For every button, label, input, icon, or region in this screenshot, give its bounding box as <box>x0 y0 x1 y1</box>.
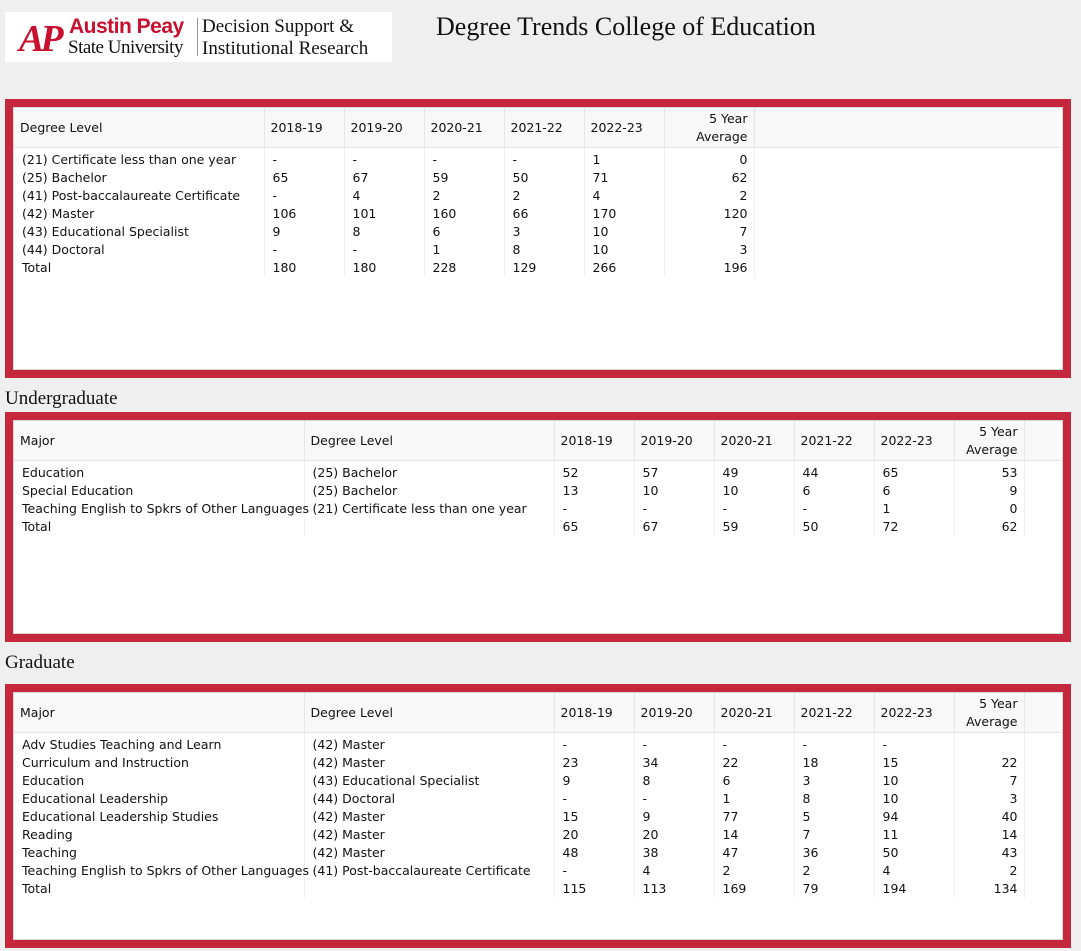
table-row <box>14 482 1060 500</box>
value-cell: 8 <box>634 772 714 790</box>
value-cell: 1 <box>424 241 504 259</box>
average-cell: 2 <box>664 187 754 205</box>
average-cell: 196 <box>664 259 754 277</box>
value-cell: - <box>554 862 634 880</box>
value-cell: 10 <box>584 223 664 241</box>
row-filler <box>1024 844 1060 862</box>
row-filler <box>754 187 1060 205</box>
label-cell: (41) Post-baccalaureate Certificate <box>14 187 264 205</box>
value-cell: 65 <box>874 461 954 483</box>
average-cell: 53 <box>954 461 1024 483</box>
value-cell: 7 <box>794 826 874 844</box>
value-cell: 79 <box>794 880 874 898</box>
label-cell: (41) Post-baccalaureate Certificate <box>304 862 554 880</box>
graduate-heading: Graduate <box>5 652 75 673</box>
col-header-2022-23[interactable]: 2022-23 <box>874 421 954 461</box>
value-cell: 14 <box>714 826 794 844</box>
row-filler <box>1024 754 1060 772</box>
value-cell: - <box>264 187 344 205</box>
col-header-2018-19[interactable]: 2018-19 <box>554 421 634 461</box>
label-cell: (42) Master <box>304 826 554 844</box>
col-header-5yr-average[interactable]: 5 Year Average <box>664 108 754 148</box>
value-cell: - <box>504 148 584 170</box>
value-cell: 10 <box>634 482 714 500</box>
value-cell: 10 <box>874 772 954 790</box>
value-cell: 4 <box>634 862 714 880</box>
table-row <box>14 733 1060 755</box>
col-header-5yr-average[interactable]: 5 Year Average <box>954 693 1024 733</box>
graduate-header-row <box>14 693 1060 733</box>
value-cell: 170 <box>584 205 664 223</box>
value-cell: 6 <box>714 772 794 790</box>
col-header-5yr-average[interactable]: 5 Year Average <box>954 421 1024 461</box>
value-cell: - <box>634 733 714 755</box>
col-header-2022-23[interactable]: 2022-23 <box>874 693 954 733</box>
average-cell: 9 <box>954 482 1024 500</box>
average-cell: 40 <box>954 808 1024 826</box>
label-cell: (25) Bachelor <box>304 482 554 500</box>
label-cell: (44) Doctoral <box>304 790 554 808</box>
col-header-degree-level[interactable]: Degree Level <box>14 108 264 148</box>
value-cell: 4 <box>874 862 954 880</box>
value-cell: 77 <box>714 808 794 826</box>
row-filler <box>1024 772 1060 790</box>
col-header-2019-20[interactable]: 2019-20 <box>634 693 714 733</box>
header-filler <box>1024 421 1060 461</box>
value-cell: 4 <box>344 187 424 205</box>
average-cell: 0 <box>664 148 754 170</box>
table-row <box>14 808 1060 826</box>
col-header-degree-level[interactable]: Degree Level <box>304 421 554 461</box>
row-filler <box>1024 862 1060 880</box>
value-cell: 10 <box>584 241 664 259</box>
table-row <box>14 148 1060 170</box>
value-cell: 34 <box>634 754 714 772</box>
value-cell: 22 <box>714 754 794 772</box>
average-cell: 43 <box>954 844 1024 862</box>
value-cell: 9 <box>634 808 714 826</box>
label-cell: (21) Certificate less than one year <box>304 500 554 518</box>
summary-table-body <box>14 148 1060 278</box>
value-cell: 11 <box>874 826 954 844</box>
table-row <box>14 241 1060 259</box>
average-cell: 7 <box>664 223 754 241</box>
table-row <box>14 187 1060 205</box>
value-cell: - <box>794 733 874 755</box>
graduate-panel <box>5 684 1071 948</box>
value-cell: 1 <box>584 148 664 170</box>
ap-logo-mark: AP <box>19 18 60 60</box>
value-cell: 57 <box>634 461 714 483</box>
undergraduate-heading: Undergraduate <box>5 388 118 409</box>
value-cell: 113 <box>634 880 714 898</box>
label-cell: (42) Master <box>304 808 554 826</box>
table-row <box>14 862 1060 880</box>
value-cell: 18 <box>794 754 874 772</box>
summary-table <box>14 108 1060 277</box>
average-cell: 14 <box>954 826 1024 844</box>
label-cell: (42) Master <box>14 205 264 223</box>
table-row <box>14 826 1060 844</box>
value-cell: 6 <box>874 482 954 500</box>
value-cell: 180 <box>344 259 424 277</box>
summary-header-row <box>14 108 1060 148</box>
value-cell: 5 <box>794 808 874 826</box>
graduate-table <box>14 693 1060 898</box>
average-cell <box>954 733 1024 755</box>
value-cell: 169 <box>714 880 794 898</box>
value-cell: - <box>554 790 634 808</box>
table-row <box>14 461 1060 483</box>
label-cell: (25) Bachelor <box>14 169 264 187</box>
value-cell: 50 <box>504 169 584 187</box>
label-cell: (44) Doctoral <box>14 241 264 259</box>
undergraduate-panel <box>5 412 1071 642</box>
label-cell: (42) Master <box>304 733 554 755</box>
total-row <box>14 880 1060 898</box>
value-cell: 2 <box>504 187 584 205</box>
col-header-2018-19[interactable]: 2018-19 <box>554 693 634 733</box>
apsu-logo <box>5 12 392 62</box>
average-cell: 3 <box>954 790 1024 808</box>
value-cell: 101 <box>344 205 424 223</box>
value-cell: 1 <box>874 500 954 518</box>
value-cell: - <box>264 148 344 170</box>
value-cell: 266 <box>584 259 664 277</box>
value-cell: 160 <box>424 205 504 223</box>
average-cell: 0 <box>954 500 1024 518</box>
logo-university-name: Austin Peay <box>69 15 184 38</box>
undergraduate-table <box>14 421 1060 536</box>
value-cell: 2 <box>714 862 794 880</box>
value-cell: 10 <box>874 790 954 808</box>
col-header-major[interactable]: Major <box>14 421 304 461</box>
table-row <box>14 790 1060 808</box>
undergraduate-panel-body <box>13 420 1063 634</box>
undergraduate-table-body <box>14 461 1060 537</box>
label-cell: Educational Leadership <box>14 790 304 808</box>
value-cell: - <box>714 733 794 755</box>
value-cell: 180 <box>264 259 344 277</box>
value-cell: 115 <box>554 880 634 898</box>
header-filler <box>754 108 1060 148</box>
table-row <box>14 169 1060 187</box>
value-cell: 9 <box>264 223 344 241</box>
value-cell: 59 <box>424 169 504 187</box>
label-cell: (43) Educational Specialist <box>304 772 554 790</box>
value-cell: 6 <box>424 223 504 241</box>
value-cell: 6 <box>794 482 874 500</box>
value-cell: 20 <box>554 826 634 844</box>
value-cell: 94 <box>874 808 954 826</box>
value-cell: 67 <box>344 169 424 187</box>
row-filler <box>1024 790 1060 808</box>
label-cell: Total <box>14 259 264 277</box>
label-cell: Total <box>14 518 304 536</box>
average-cell: 120 <box>664 205 754 223</box>
value-cell: 9 <box>554 772 634 790</box>
col-header-major[interactable]: Major <box>14 693 304 733</box>
logo-department-line1: Decision Support & <box>202 16 354 37</box>
table-row <box>14 772 1060 790</box>
summary-panel-body <box>13 107 1063 370</box>
table-row <box>14 500 1060 518</box>
label-cell: (42) Master <box>304 754 554 772</box>
col-header-2022-23[interactable]: 2022-23 <box>584 108 664 148</box>
row-filler <box>1024 826 1060 844</box>
value-cell: - <box>634 790 714 808</box>
average-cell: 7 <box>954 772 1024 790</box>
row-filler <box>754 259 1060 277</box>
row-filler <box>754 223 1060 241</box>
col-header-2021-22[interactable]: 2021-22 <box>794 693 874 733</box>
label-cell: Teaching <box>14 844 304 862</box>
label-cell: Adv Studies Teaching and Learn <box>14 733 304 755</box>
value-cell: 44 <box>794 461 874 483</box>
label-cell: (43) Educational Specialist <box>14 223 264 241</box>
table-row <box>14 754 1060 772</box>
col-header-2019-20[interactable]: 2019-20 <box>634 421 714 461</box>
logo-university-subname: State University <box>68 37 183 58</box>
row-filler <box>1024 733 1060 755</box>
row-filler <box>1024 482 1060 500</box>
value-cell: 15 <box>554 808 634 826</box>
label-cell: Educational Leadership Studies <box>14 808 304 826</box>
value-cell: 67 <box>634 518 714 536</box>
value-cell: 65 <box>554 518 634 536</box>
average-cell: 134 <box>954 880 1024 898</box>
value-cell: - <box>344 241 424 259</box>
label-cell: Total <box>14 880 304 898</box>
row-filler <box>1024 518 1060 536</box>
value-cell: 72 <box>874 518 954 536</box>
row-filler <box>754 205 1060 223</box>
average-cell: 62 <box>664 169 754 187</box>
graduate-panel-body <box>13 692 1063 940</box>
value-cell: 106 <box>264 205 344 223</box>
average-cell: 3 <box>664 241 754 259</box>
value-cell: 36 <box>794 844 874 862</box>
value-cell: 194 <box>874 880 954 898</box>
value-cell: 23 <box>554 754 634 772</box>
value-cell: 3 <box>794 772 874 790</box>
label-cell: Curriculum and Instruction <box>14 754 304 772</box>
col-header-2019-20[interactable]: 2019-20 <box>344 108 424 148</box>
label-cell: Education <box>14 772 304 790</box>
label-cell: (25) Bachelor <box>304 461 554 483</box>
col-header-2020-21[interactable]: 2020-21 <box>714 421 794 461</box>
total-row <box>14 518 1060 536</box>
col-header-2018-19[interactable]: 2018-19 <box>264 108 344 148</box>
value-cell: 20 <box>634 826 714 844</box>
value-cell: 48 <box>554 844 634 862</box>
col-header-degree-level[interactable]: Degree Level <box>304 693 554 733</box>
value-cell: - <box>424 148 504 170</box>
table-row <box>14 844 1060 862</box>
total-row <box>14 259 1060 277</box>
col-header-2021-22[interactable]: 2021-22 <box>794 421 874 461</box>
value-cell: 129 <box>504 259 584 277</box>
row-filler <box>1024 880 1060 898</box>
value-cell: - <box>554 500 634 518</box>
value-cell: 65 <box>264 169 344 187</box>
value-cell: 1 <box>714 790 794 808</box>
value-cell: 49 <box>714 461 794 483</box>
value-cell: 59 <box>714 518 794 536</box>
label-cell <box>304 880 554 898</box>
value-cell: 66 <box>504 205 584 223</box>
value-cell: - <box>874 733 954 755</box>
label-cell: Special Education <box>14 482 304 500</box>
page-title: Degree Trends College of Education <box>436 12 816 41</box>
label-cell: Teaching English to Spkrs of Other Languages <box>14 862 304 880</box>
average-cell: 62 <box>954 518 1024 536</box>
value-cell: 8 <box>504 241 584 259</box>
table-row <box>14 223 1060 241</box>
logo-divider <box>197 18 198 56</box>
value-cell: 2 <box>794 862 874 880</box>
logo-department-line2: Institutional Research <box>202 38 369 59</box>
summary-panel <box>5 99 1071 378</box>
value-cell: 8 <box>794 790 874 808</box>
value-cell: - <box>794 500 874 518</box>
average-cell: 22 <box>954 754 1024 772</box>
value-cell: 228 <box>424 259 504 277</box>
average-cell: 2 <box>954 862 1024 880</box>
value-cell: 4 <box>584 187 664 205</box>
row-filler <box>754 169 1060 187</box>
value-cell: 71 <box>584 169 664 187</box>
row-filler <box>754 241 1060 259</box>
row-filler <box>1024 461 1060 483</box>
value-cell: - <box>344 148 424 170</box>
label-cell: Reading <box>14 826 304 844</box>
value-cell: - <box>714 500 794 518</box>
row-filler <box>754 148 1060 170</box>
row-filler <box>1024 808 1060 826</box>
value-cell: 3 <box>504 223 584 241</box>
value-cell: - <box>554 733 634 755</box>
table-row <box>14 205 1060 223</box>
value-cell: 8 <box>344 223 424 241</box>
label-cell <box>304 518 554 536</box>
value-cell: 15 <box>874 754 954 772</box>
label-cell: Education <box>14 461 304 483</box>
graduate-table-body <box>14 733 1060 899</box>
header-filler <box>1024 693 1060 733</box>
label-cell: (42) Master <box>304 844 554 862</box>
value-cell: - <box>264 241 344 259</box>
row-filler <box>1024 500 1060 518</box>
value-cell: 52 <box>554 461 634 483</box>
label-cell: (21) Certificate less than one year <box>14 148 264 170</box>
value-cell: 50 <box>874 844 954 862</box>
value-cell: 10 <box>714 482 794 500</box>
value-cell: 47 <box>714 844 794 862</box>
col-header-2021-22[interactable]: 2021-22 <box>504 108 584 148</box>
value-cell: 13 <box>554 482 634 500</box>
undergraduate-header-row <box>14 421 1060 461</box>
label-cell: Teaching English to Spkrs of Other Languages <box>14 500 304 518</box>
col-header-2020-21[interactable]: 2020-21 <box>714 693 794 733</box>
col-header-2020-21[interactable]: 2020-21 <box>424 108 504 148</box>
value-cell: 2 <box>424 187 504 205</box>
value-cell: - <box>634 500 714 518</box>
value-cell: 38 <box>634 844 714 862</box>
value-cell: 50 <box>794 518 874 536</box>
